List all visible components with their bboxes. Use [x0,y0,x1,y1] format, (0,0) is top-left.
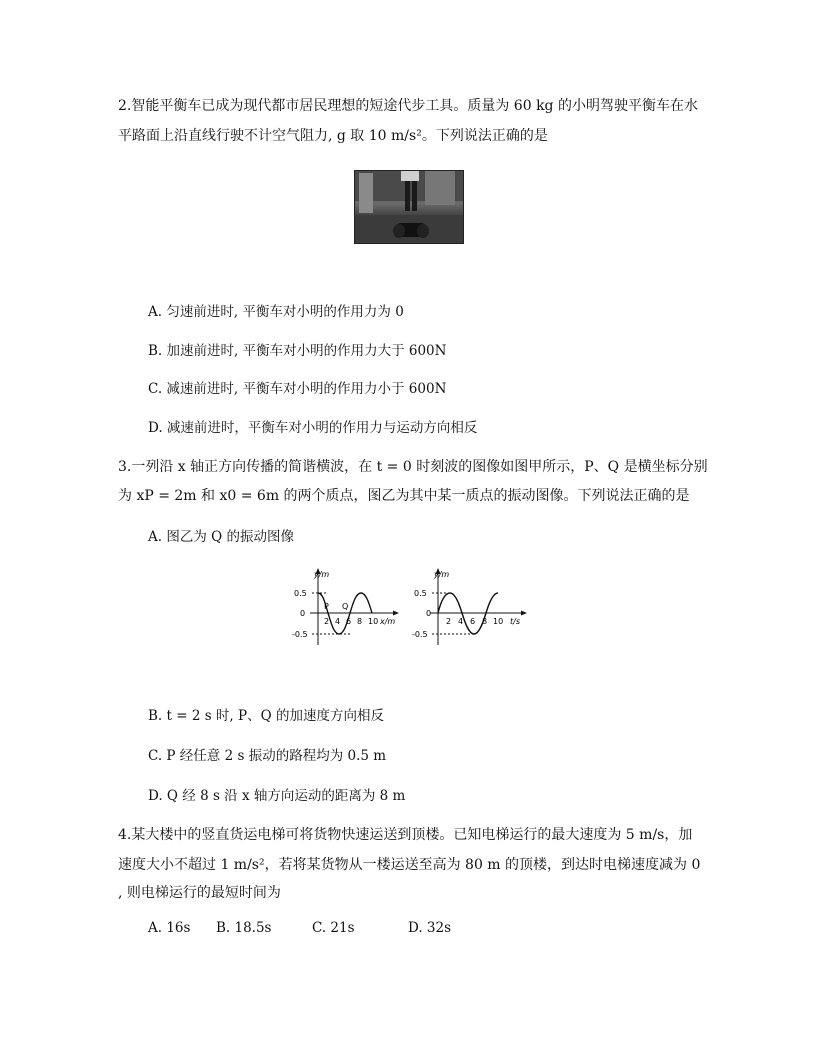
wave-point-p: P [324,602,329,611]
vib-y-label: y/m [434,570,450,579]
wave-tick-2: 2 [324,617,330,626]
q3-option-c: C. P 经任意 2 s 振动的路程均为 0.5 m [148,748,387,764]
vib-x-label: t/s [510,617,520,626]
vib-origin: 0 [426,609,432,618]
wave-y-neg: -0.5 [292,630,308,639]
wave-tick-6: 6 [346,617,352,626]
q2-stem-line2: 平路面上沿直线行驶不计空气阻力, g 取 10 m/s²。下列说法正确的是 [118,128,548,144]
q3-option-d: D. Q 经 8 s 沿 x 轴方向运动的距离为 8 m [148,788,406,804]
q4-stem-line1: 4.某大楼中的竖直货运电梯可将货物快速运送到顶楼。已知电梯运行的最大速度为 5 m/s，加 [118,827,693,843]
q2-option-d: D. 减速前进时，平衡车对小明的作用力与运动方向相反 [148,420,478,436]
q4-stem-line2: 速度大小不超过 1 m/s²，若将某货物从一楼运送至高为 80 m 的顶楼，到达时电梯速度减为 0 [118,857,701,873]
wave-tick-4: 4 [335,617,341,626]
wave-point-q: Q [342,602,349,611]
q4-answer-b: B. 18.5s [216,920,272,936]
q3-stem-line2: 为 xP = 2m 和 x0 = 6m 的两个质点，图乙为其中某一质点的振动图像。下列说法正确的是 [118,488,690,504]
q2-option-b: B. 加速前进时, 平衡车对小明的作用力大于 600N [148,343,447,359]
vib-tick-8: 8 [482,617,488,626]
q3-stem-line1: 3.一列沿 x 轴正方向传播的简谐横波，在 t = 0 时刻波的图像如图甲所示，P、Q 是横坐标分别 [118,459,708,475]
wave-x-label: x/m [380,617,396,626]
vib-tick-4: 4 [458,617,464,626]
vibration-graph [412,565,532,651]
q2-option-c: C. 减速前进时, 平衡车对小明的作用力小于 600N [148,381,447,397]
wave-y-label: y/m [314,570,330,579]
wave-graph [290,565,402,651]
vib-y-pos: 0.5 [414,589,427,598]
q4-stem-line3: , 则电梯运行的最短时间为 [118,885,281,901]
vib-tick-10: 10 [493,617,504,626]
wave-tick-10: 10 [368,617,379,626]
wave-y-pos: 0.5 [294,589,307,598]
q2-stem-line1: 2.智能平衡车已成为现代都市居民理想的短途代步工具。质量为 60 kg 的小明驾驶平衡车在水 [118,98,698,114]
q2-option-a: A. 匀速前进时, 平衡车对小明的作用力为 0 [148,304,404,320]
wave-origin: 0 [300,609,306,618]
vib-tick-2: 2 [446,617,452,626]
q4-answer-d: D. 32s [408,920,452,936]
balance-car-photo [354,170,464,244]
wave-tick-8: 8 [357,617,363,626]
vib-y-neg: -0.5 [412,630,428,639]
vib-tick-6: 6 [470,617,476,626]
q3-option-a: A. 图乙为 Q 的振动图像 [148,529,294,545]
q3-option-b: B. t = 2 s 时, P、Q 的加速度方向相反 [148,708,384,724]
q4-answer-c: C. 21s [312,920,355,936]
q4-answer-a: A. 16s [148,920,191,936]
